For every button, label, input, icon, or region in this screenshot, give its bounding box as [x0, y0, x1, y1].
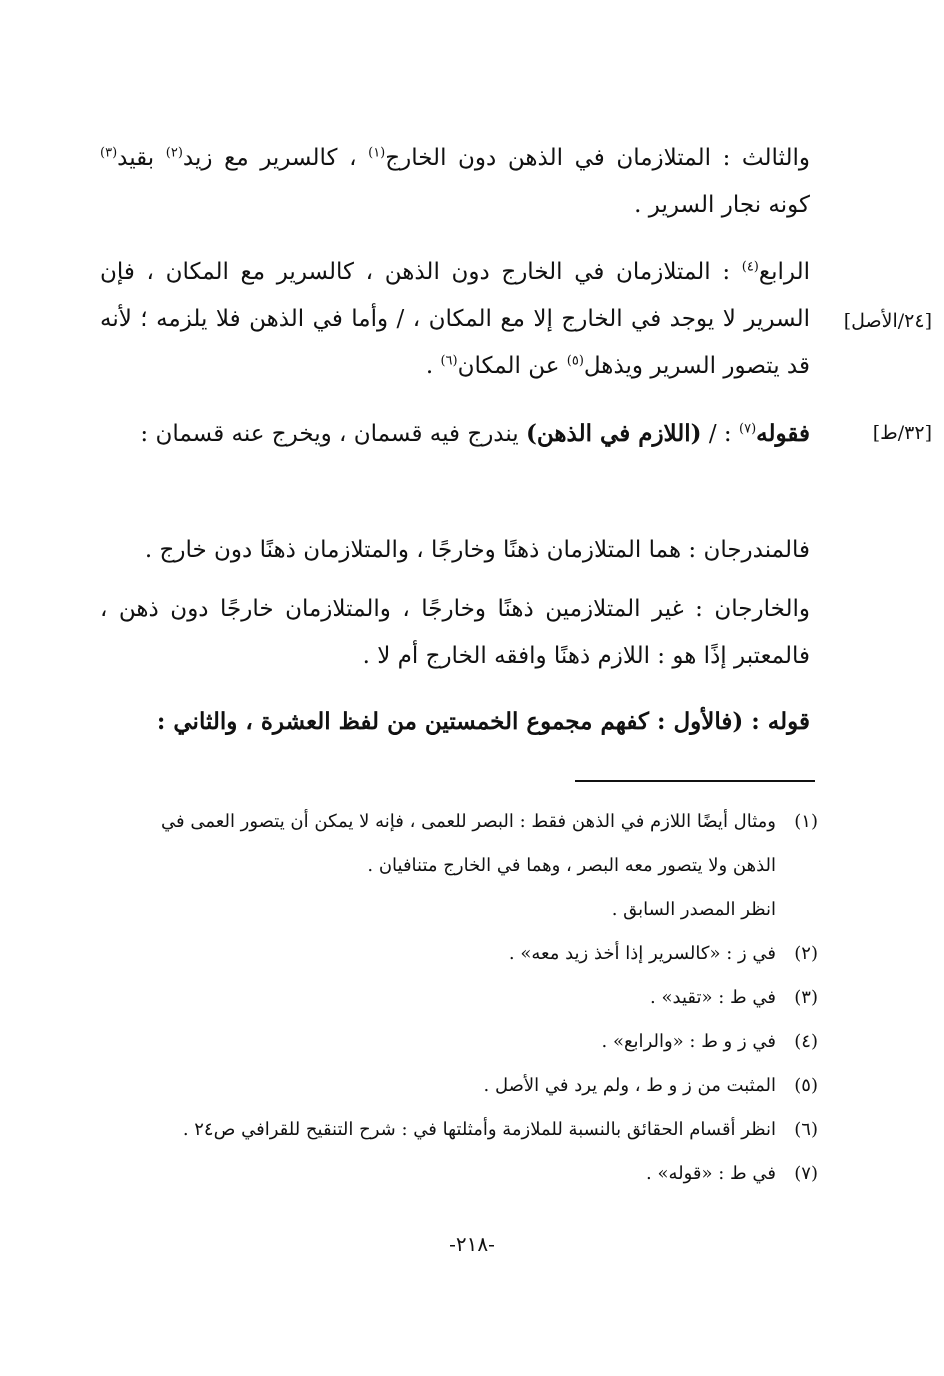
paragraph-text: ، كالسرير مع زيد [182, 145, 369, 171]
footnote-item [100, 1108, 818, 1152]
margin-reference-asl: [٢٤/الأصل] [843, 310, 932, 332]
footnote-text: في ز : «كالسرير إذا أخذ زيد معه» . [508, 943, 776, 964]
footnote-item [100, 1064, 818, 1108]
paragraph-text: كونه نجار السرير . [634, 192, 810, 218]
footnote-marker: (١) [368, 145, 386, 161]
footnote-text: في ط : «تقيد» . [650, 987, 776, 1008]
paragraph-text: قوله : [743, 708, 810, 735]
footnote-line: انظر المصدر السابق . [611, 899, 776, 920]
paragraph-mundarijan: فالمندرجان : هما المتلازمان ذهنًا وخارجًا ، والمتلازمان ذهنًا دون خارج . [144, 537, 810, 563]
quoted-term: (اللازم في الذهن) [526, 420, 702, 447]
footnote-marker: (٦) [440, 353, 458, 369]
footnote-number: (٦) [794, 1119, 818, 1140]
footnote-separator [575, 780, 815, 782]
footnote-number: (٥) [794, 1075, 818, 1096]
footnote-marker: (٧) [739, 421, 757, 437]
paragraph-qawluhu [100, 410, 810, 458]
paragraph-text: يندرج فيه قسمان ، ويخرج عنه قسمان : [140, 421, 527, 447]
footnote-text: المثبت من ز و ط ، ولم يرد في الأصل . [483, 1075, 776, 1096]
footnote-text: في ط : «قوله» . [646, 1163, 776, 1184]
paragraph-kharijan: والخارجان : غير المتلازمين ذهنًا وخارجًا ، والمتلازمان خارجًا دون ذهن ، فالمعتبر إذًا هو : اللازم ذهنًا وافقه الخارج أم لا . [100, 596, 810, 669]
page-number: -٢١٨- [449, 1232, 495, 1256]
paragraph-fourth [100, 249, 810, 390]
footnote-text: انظر أقسام الحقائق بالنسبة للملازمة وأمثلتها في : شرح التنقيح للقرافي ص٢٤ . [182, 1119, 776, 1140]
footnote-text: في ز و ط : «والرابع» . [601, 1031, 776, 1052]
footnote-number: (٧) [794, 1163, 818, 1184]
footnote-number: (١) [794, 811, 818, 832]
footnote-marker: (٤) [741, 259, 759, 275]
quoted-term: (فالأول : كفهم مجموع الخمستين من لفظ العشرة ، والثاني : [156, 708, 744, 735]
paragraph-text: . [425, 353, 441, 379]
paragraph-text: فقوله [756, 420, 810, 447]
footnote-line: الذهن ولا يتصور معه البصر ، وهما في الخارج متنافيان . [367, 855, 776, 876]
footnote-item [100, 976, 818, 1020]
paragraph-text: : المتلازمان في الخارج دون الذهن ، كالسرير مع المكان ، فإن السرير لا يوجد في الخارج إلا مع المكان ، / وأما في الذهن فلا يلزمه ؛ لأنه قد يتصور السرير ويذهل [100, 259, 810, 379]
footnote-marker: (٢) [165, 145, 183, 161]
footnote-item [100, 1152, 818, 1196]
footnote-number: (٤) [794, 1031, 818, 1052]
footnote-line: ومثال أيضًا اللازم في الذهن فقط : البصر للعمى ، فإنه لا يمكن أن يتصور العمى في [161, 811, 776, 832]
footnote-item [100, 800, 818, 932]
paragraph-text: بقيد [117, 145, 166, 171]
margin-reference-ta: [٣٢/ط] [872, 422, 932, 444]
footnote-item [100, 932, 818, 976]
footnote-marker: (٣) [100, 145, 118, 161]
footnote-number: (٣) [794, 987, 818, 1008]
paragraph-third [100, 135, 810, 229]
footnote-item [100, 1020, 818, 1064]
paragraph-text: والثالث : المتلازمان في الذهن دون الخارج [385, 145, 810, 171]
footnote-text [100, 800, 776, 932]
paragraph-qawluhu-awwal [100, 698, 810, 746]
paragraph-text: عن المكان [457, 353, 567, 379]
paragraph-text: : / [701, 421, 739, 447]
footnote-number: (٢) [794, 943, 818, 964]
footnotes [100, 800, 818, 1196]
footnote-marker: (٥) [566, 353, 584, 369]
paragraph-text: الرابع [758, 259, 810, 285]
